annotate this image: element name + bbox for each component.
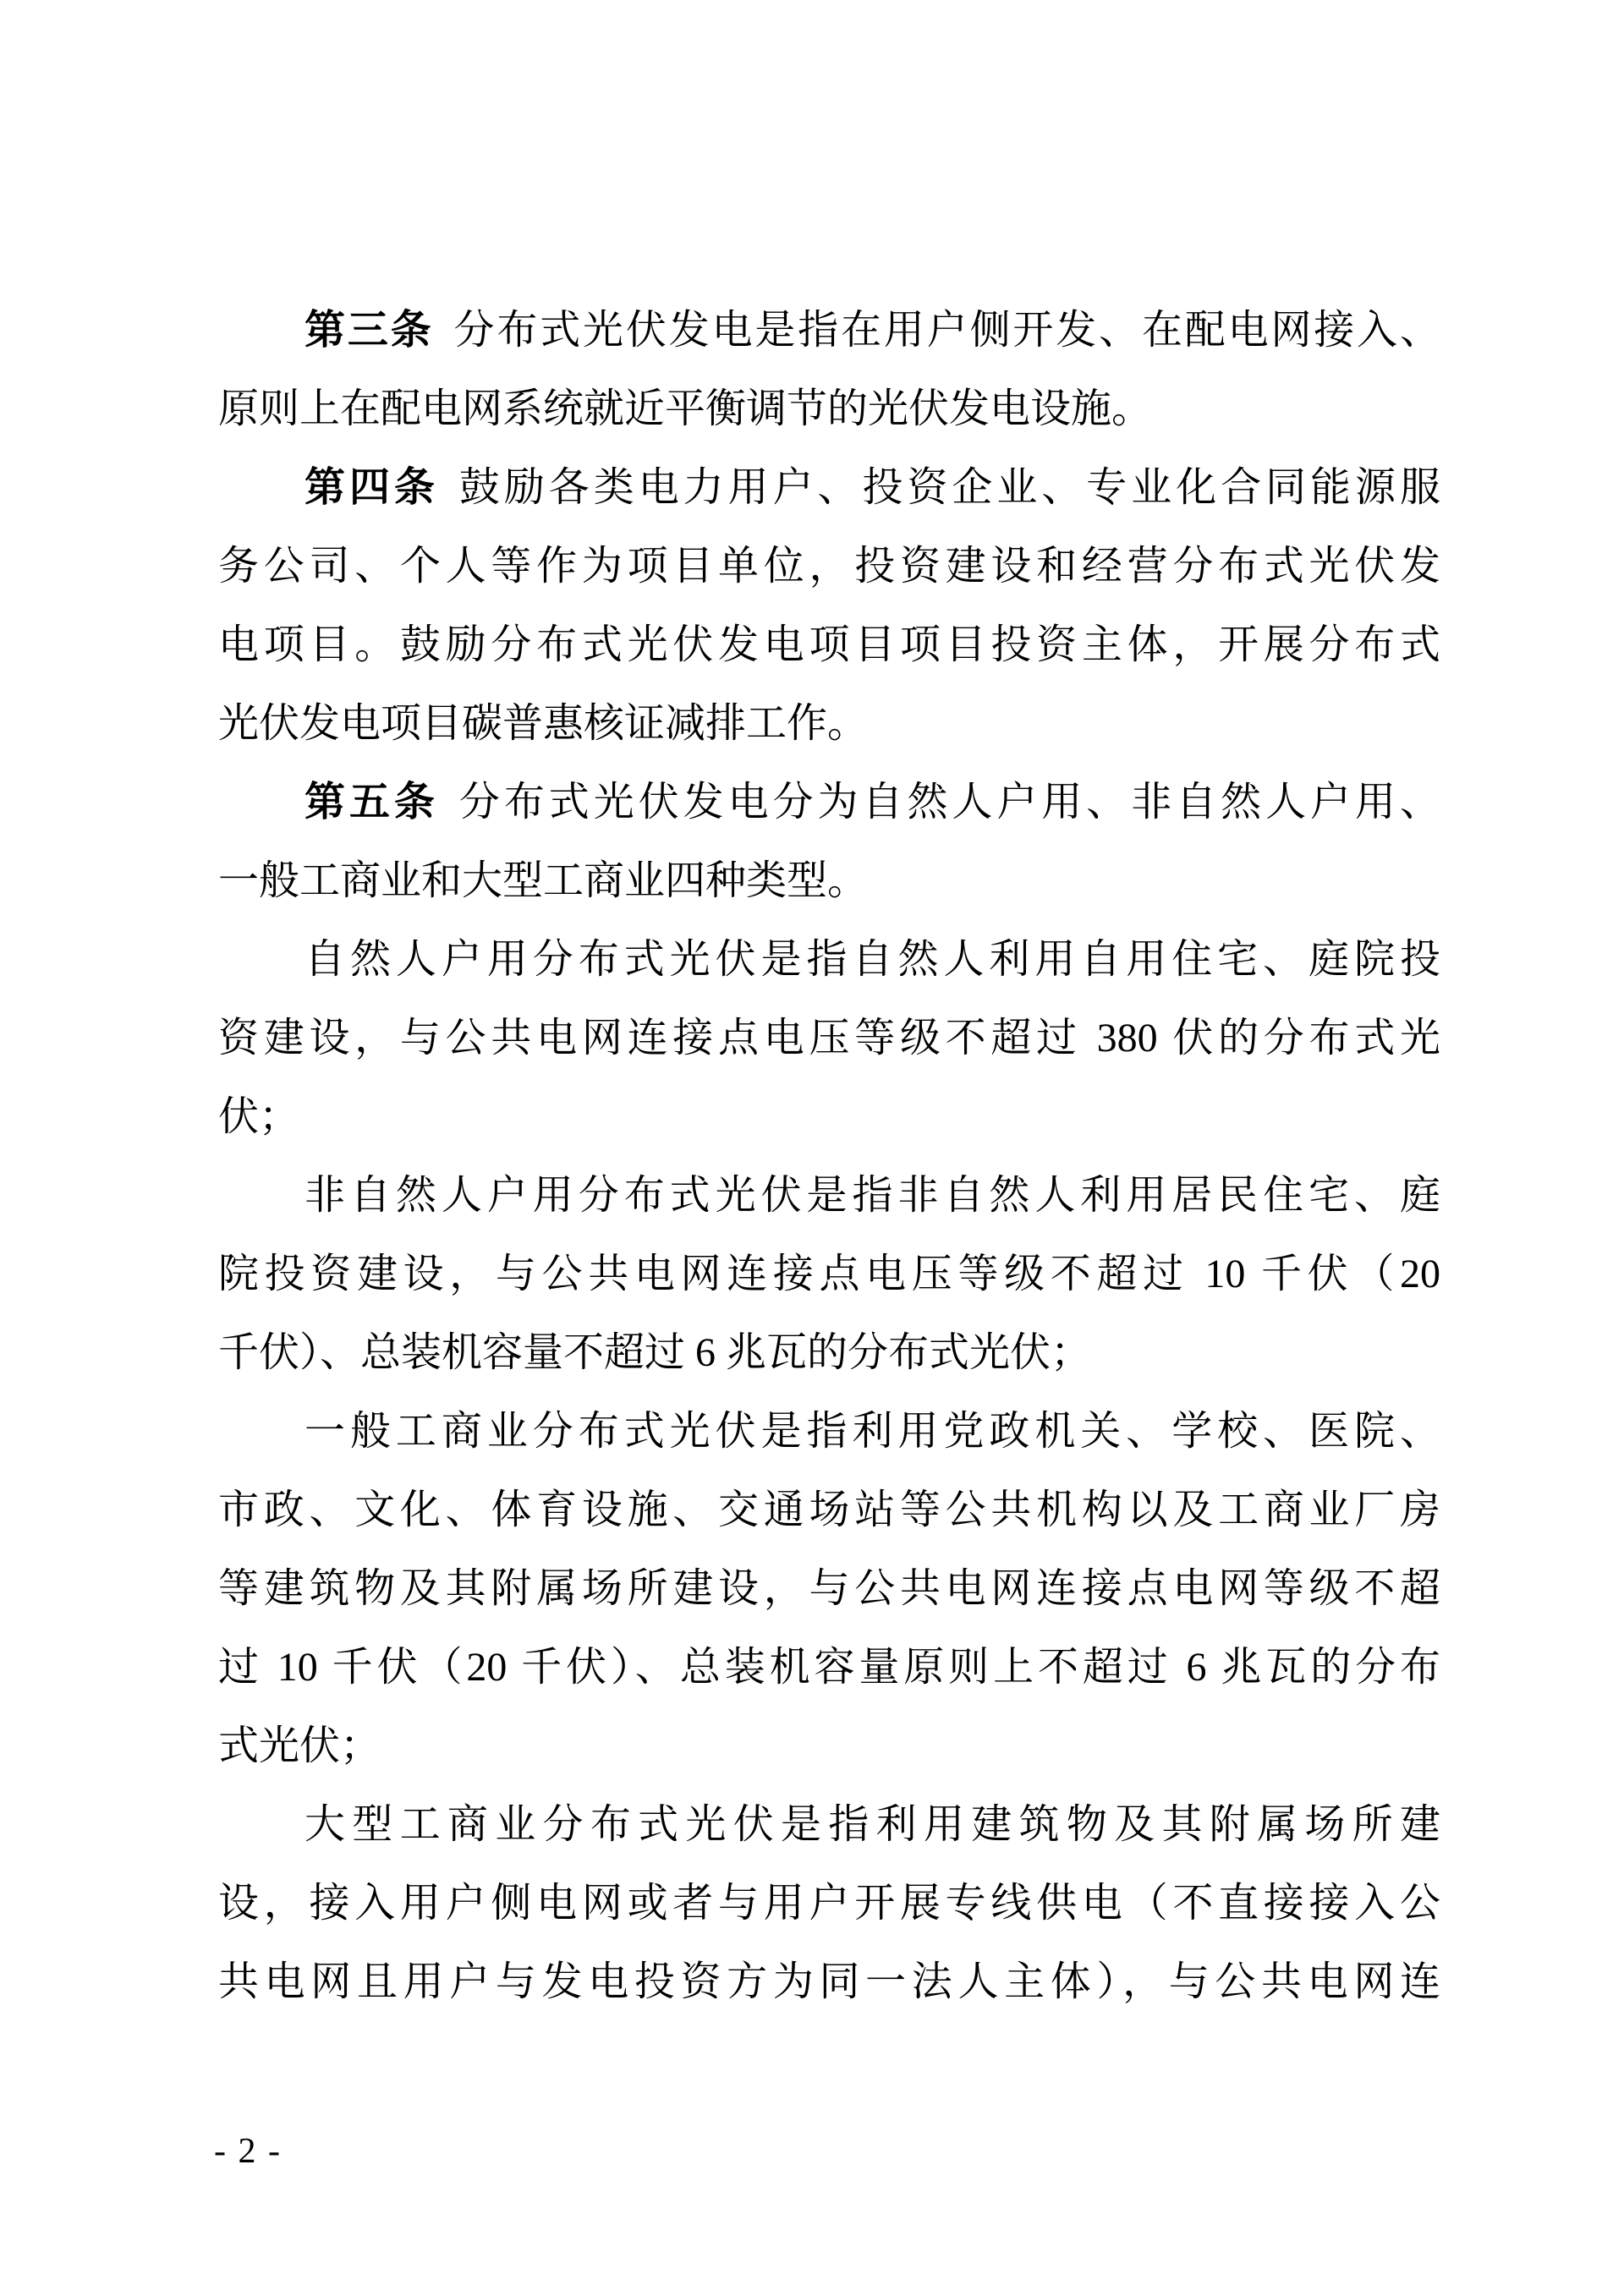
paragraph-natural-person-household [218,920,1440,1156]
line-text: 分布式光伏发电是指在用户侧开发、在配电网接入、 [453,308,1440,353]
page-number: - 2 - [214,2132,282,2171]
text-line [218,684,1440,763]
line-text: 一般工商业分布式光伏是指利用党政机关、学校、医院、 [304,1409,1440,1454]
line-text: 院投资建设，与公共电网连接点电压等级不超过 10 千伏（20 [218,1252,1440,1296]
line-text: 过 10 千伏（20 千伏）、总装机容量原则上不超过 6 兆瓦的分布 [218,1645,1440,1690]
line-text: 光伏发电项目碳普惠核证减排工作。 [218,701,869,746]
line-text: 务公司、个人等作为项目单位，投资建设和经营分布式光伏发 [218,544,1440,589]
line-text: 式光伏； [218,1723,381,1768]
text-line [218,920,1440,999]
paragraph-article-5 [218,763,1440,920]
text-line [218,1628,1440,1707]
text-line [218,1549,1440,1628]
text-line [218,370,1440,448]
text-line [218,1943,1440,2021]
line-text: 设，接入用户侧电网或者与用户开展专线供电（不直接接入公 [218,1881,1440,1926]
text-line [218,841,1440,920]
line-text: 一般工商业和大型工商业四种类型。 [218,858,869,903]
text-line [218,999,1440,1077]
text-line [218,527,1440,606]
text-line [218,1077,1440,1156]
line-text: 自然人户用分布式光伏是指自然人利用自用住宅、庭院投 [304,937,1440,982]
text-line [218,1707,1440,1785]
article-number: 第四条 [304,465,439,510]
paragraph-general-commercial [218,1392,1440,1785]
text-line [218,1785,1440,1864]
document-body [218,291,1440,2021]
line-text: 非自然人户用分布式光伏是指非自然人利用居民住宅、庭 [304,1173,1440,1218]
line-text: 市政、文化、体育设施、交通场站等公共机构以及工商业厂房 [218,1488,1440,1532]
text-line [218,1471,1440,1549]
line-text: 伏； [218,1094,300,1139]
paragraph-article-4 [218,448,1440,763]
text-line [218,291,1440,370]
line-text: 等建筑物及其附属场所建设，与公共电网连接点电网等级不超 [218,1566,1440,1611]
line-text: 千伏）、总装机容量不超过 6 兆瓦的分布式光伏； [218,1330,1092,1375]
text-line [218,606,1440,684]
text-line [218,1156,1440,1235]
text-line [218,1392,1440,1471]
line-text: 分布式光伏发电分为自然人户用、非自然人户用、 [458,780,1440,825]
line-text: 原则上在配电网系统就近平衡调节的光伏发电设施。 [218,386,1153,431]
line-text: 资建设，与公共电网连接点电压等级不超过 380 伏的分布式光 [218,1016,1440,1060]
article-number: 第五条 [304,780,439,825]
line-text: 鼓励各类电力用户、投资企业、专业化合同能源服 [458,465,1440,510]
paragraph-article-3 [218,291,1440,448]
article-number: 第三条 [304,308,434,353]
text-line [218,1235,1440,1313]
paragraph-large-commercial [218,1785,1440,2021]
text-line [218,1313,1440,1392]
text-line [218,448,1440,527]
line-text: 大型工商业分布式光伏是指利用建筑物及其附属场所建 [304,1802,1440,1847]
line-text: 共电网且用户与发电投资方为同一法人主体），与公共电网连 [218,1959,1440,2004]
line-text: 电项目。鼓励分布式光伏发电项目项目投资主体，开展分布式 [218,622,1440,667]
text-line [218,763,1440,841]
paragraph-non-natural-person-household [218,1156,1440,1392]
text-line [218,1864,1440,1943]
